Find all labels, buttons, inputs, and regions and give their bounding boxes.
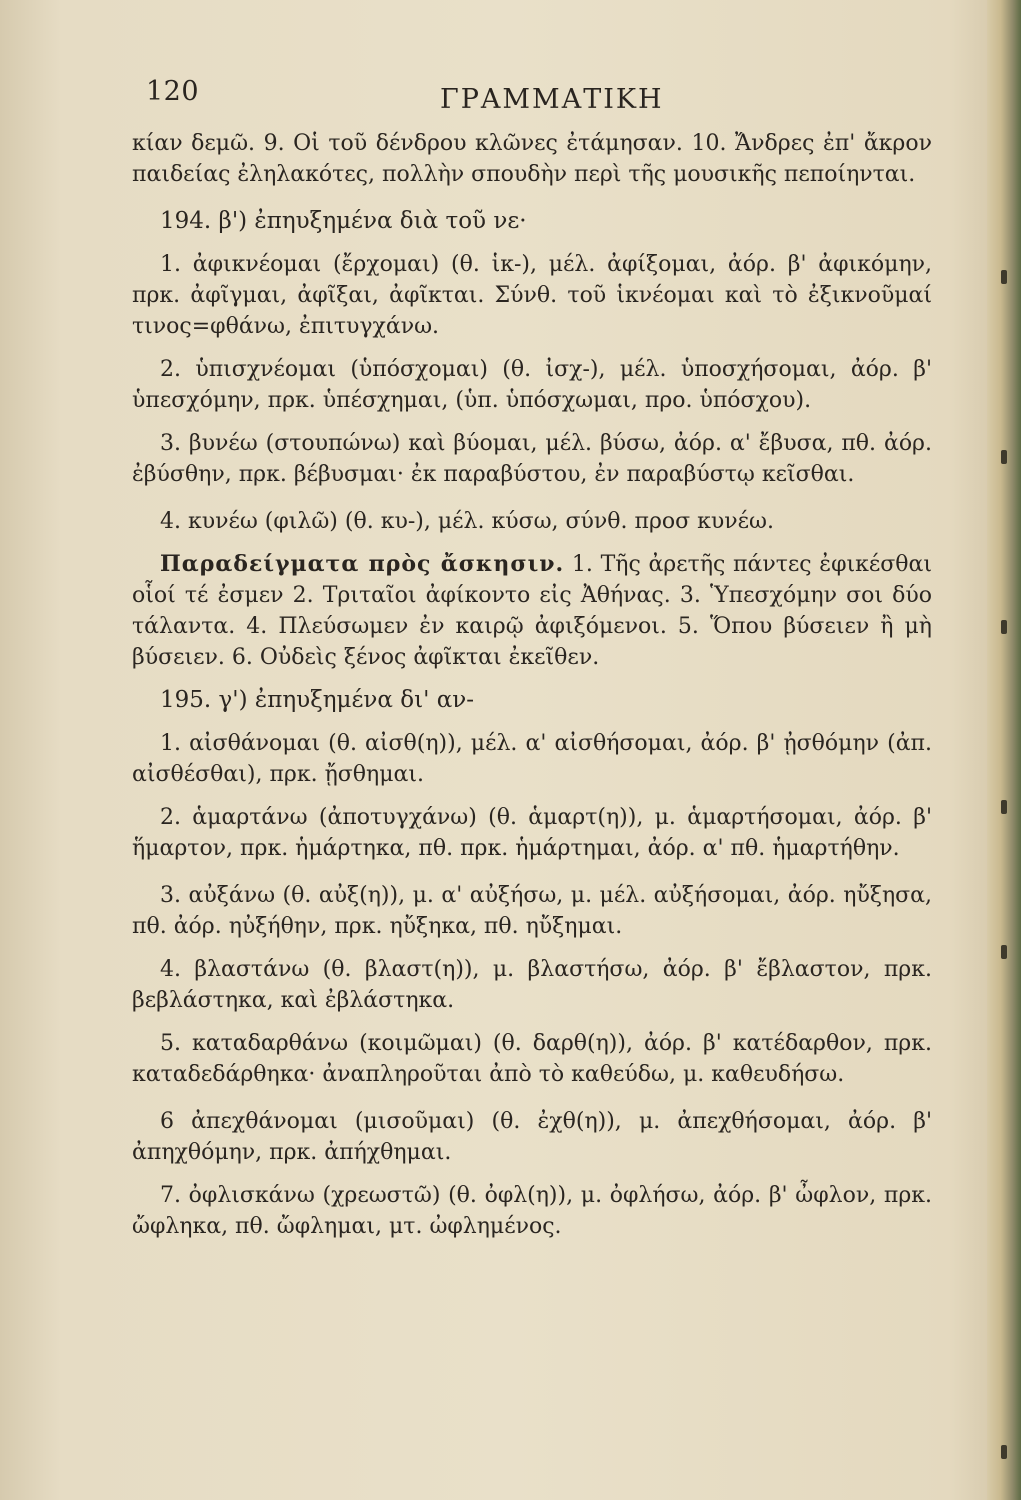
edge-mark xyxy=(1001,945,1007,959)
entry-195-5: 5. καταδαρθάνω (κοιμῶμαι) (θ. δαρθ(η)), ἀόρ. β' κατέδαρθον, πρκ. καταδεδάρθηκα· ἀναπληροῦται ἀπὸ τὸ καθεύδω, μ. καθευδήσω. xyxy=(132,1031,932,1087)
entry-3: 3. βυνέω (στουπώνω) καὶ βύομαι, μέλ. βύσω, ἀόρ. α' ἔβυσα, πθ. ἀόρ. ἐβύσθην, πρκ. βέβυσμαι· ἐκ παραβύστου, ἐν παραβύστῳ κεῖσθαι. xyxy=(132,431,932,487)
paragraph-continued: κίαν δεμῶ. 9. Οἱ τοῦ δένδρου κλῶνες ἐτάμησαν. 10. Ἄνδρες ἐπ' ἄκρον παιδείας ἐληλακότες, πολλὴν σπουδὴν περὶ τῆς μουσικῆς πεποίηνται. xyxy=(132,131,932,187)
edge-mark xyxy=(1001,620,1007,634)
entry-1: 1. ἀφικνέομαι (ἔρχομαι) (θ. ἱκ-), μέλ. ἀφίξομαι, ἀόρ. β' ἀφικόμην, πρκ. ἀφῖγμαι, ἀφῖξαι, ἀφῖκται. Σύνθ. τοῦ ἱκνέομαι καὶ τὸ ἐξικνοῦμαί τινος=φθάνω, ἐπιτυγχάνω. xyxy=(132,252,932,339)
entry-4: 4. κυνέω (φιλῶ) (θ. κυ-), μέλ. κύσω, σύνθ. προσ κυνέω. xyxy=(160,509,774,534)
section-194-heading: 194. β') ἐπηυξημένα διὰ τοῦ νε· xyxy=(160,208,527,234)
page-number: 120 xyxy=(146,76,200,107)
exercises-heading: Παραδείγματα πρὸς ἄσκησιν. xyxy=(160,551,565,577)
running-title: ΓΡΑΜΜΑΤΙΚΗ xyxy=(440,84,664,115)
edge-mark xyxy=(1001,800,1007,814)
entry-195-4: 4. βλαστάνω (θ. βλαστ(η)), μ. βλαστήσω, ἀόρ. β' ἔβλαστον, πρκ. βεβλάστηκα, καὶ ἐβλάστηκα. xyxy=(132,957,932,1013)
page-edge xyxy=(987,0,1021,1500)
edge-mark xyxy=(1001,270,1007,284)
exercises-paragraph xyxy=(132,549,932,673)
body-text xyxy=(132,128,932,1242)
edge-mark xyxy=(1001,1445,1007,1459)
entry-2: 2. ὑπισχνέομαι (ὑπόσχομαι) (θ. ἰσχ-), μέλ. ὑποσχήσομαι, ἀόρ. β' ὑπεσχόμην, πρκ. ὑπέσχημαι, (ὑπ. ὑπόσχωμαι, προ. ὑπόσχου). xyxy=(132,357,932,413)
section-195-heading: 195. γ') ἐπηυξημένα δι' αν- xyxy=(160,687,475,713)
entry-195-6: 6 ἀπεχθάνομαι (μισοῦμαι) (θ. ἐχθ(η)), μ. ἀπεχθήσομαι, ἀόρ. β' ἀπηχθόμην, πρκ. ἀπήχθημαι. xyxy=(132,1109,932,1165)
entry-195-3: 3. αὐξάνω (θ. αὐξ(η)), μ. α' αὐξήσω, μ. μέλ. αὐξήσομαι, ἀόρ. ηὔξησα, πθ. ἀόρ. ηὐξήθην, πρκ. ηὔξηκα, πθ. ηὔξημαι. xyxy=(132,883,932,939)
entry-195-1: 1. αἰσθάνομαι (θ. αἰσθ(η)), μέλ. α' αἰσθήσομαι, ἀόρ. β' ᾐσθόμην (ἀπ. αἰσθέσθαι), πρκ. ᾔσθημαι. xyxy=(132,731,932,787)
exercises-text: 1. Τῆς ἀρετῆς πάντες ἐφικέσθαι οἷοί τέ ἐσμεν 2. Τριταῖοι ἀφίκοντο εἰς Ἀθήνας. 3. Ὑπεσχόμην σοι δύο τάλαντα. 4. Πλεύσωμεν ἐν καιρῷ ἀφιξόμενοι. 5. Ὅπου βύσειεν ἢ μὴ βύσειεν. 6. Οὐδεὶς ξένος ἀφῖκται ἐκεῖθεν. xyxy=(132,552,933,670)
entry-195-7: 7. ὀφλισκάνω (χρεωστῶ) (θ. ὀφλ(η)), μ. ὀφλήσω, ἀόρ. β' ὦφλον, πρκ. ὤφληκα, πθ. ὤφλημαι, μτ. ὠφλημένος. xyxy=(132,1183,932,1239)
edge-mark xyxy=(1001,450,1007,464)
entry-195-2: 2. ἁμαρτάνω (ἀποτυγχάνω) (θ. ἁμαρτ(η)), μ. ἁμαρτήσομαι, ἀόρ. β' ἥμαρτον, πρκ. ἡμάρτηκα, πθ. πρκ. ἡμάρτημαι, ἀόρ. α' πθ. ἡμαρτήθην. xyxy=(132,805,932,861)
